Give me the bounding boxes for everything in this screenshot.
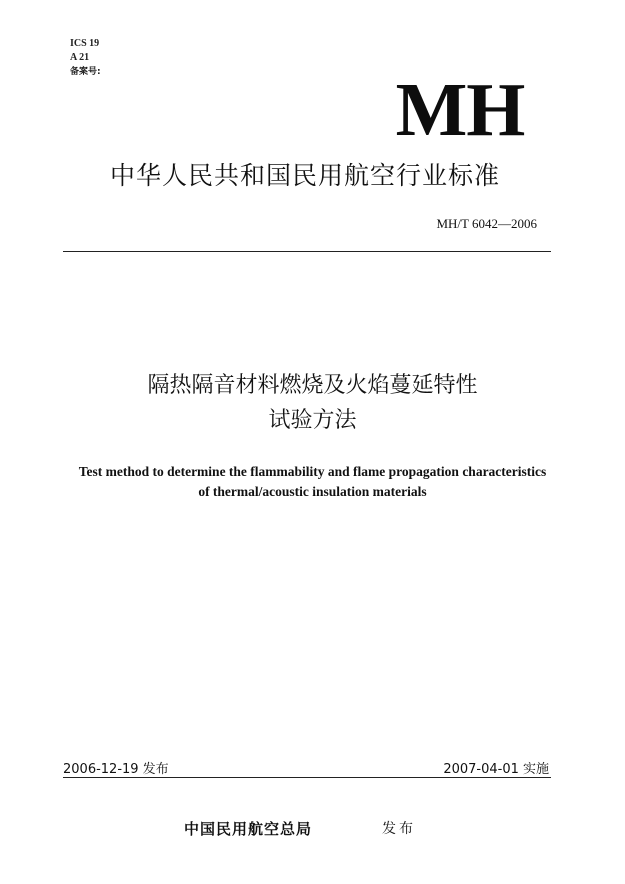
standard-number: MH/T 6042—2006: [436, 216, 537, 231]
chinese-title-line2: 试验方法: [268, 408, 357, 433]
english-title-line1: Test method to determine the flammability and flame propagation characteristics: [78, 464, 547, 479]
standard-logo: MH: [395, 68, 525, 152]
implementation-date: 2007-04-01 实施: [443, 762, 549, 777]
record-number-label: 备案号:: [70, 67, 101, 77]
publisher-name: 中国民用航空总局: [184, 820, 313, 838]
bottom-divider: [63, 777, 551, 778]
english-title-line2: of thermal/acoustic insulation materials: [198, 484, 427, 499]
publish-label: 发布: [382, 821, 416, 837]
issue-date: 2006-12-19 发布: [63, 762, 169, 777]
standard-body-title: 中华人民共和国民用航空行业标准: [109, 161, 500, 190]
ics-code: ICS 19: [70, 38, 100, 49]
classification-code: A 21: [70, 52, 90, 63]
chinese-title-line1: 隔热隔音材料燃烧及火焰蔓延特性: [147, 373, 478, 398]
top-divider: [63, 251, 551, 252]
